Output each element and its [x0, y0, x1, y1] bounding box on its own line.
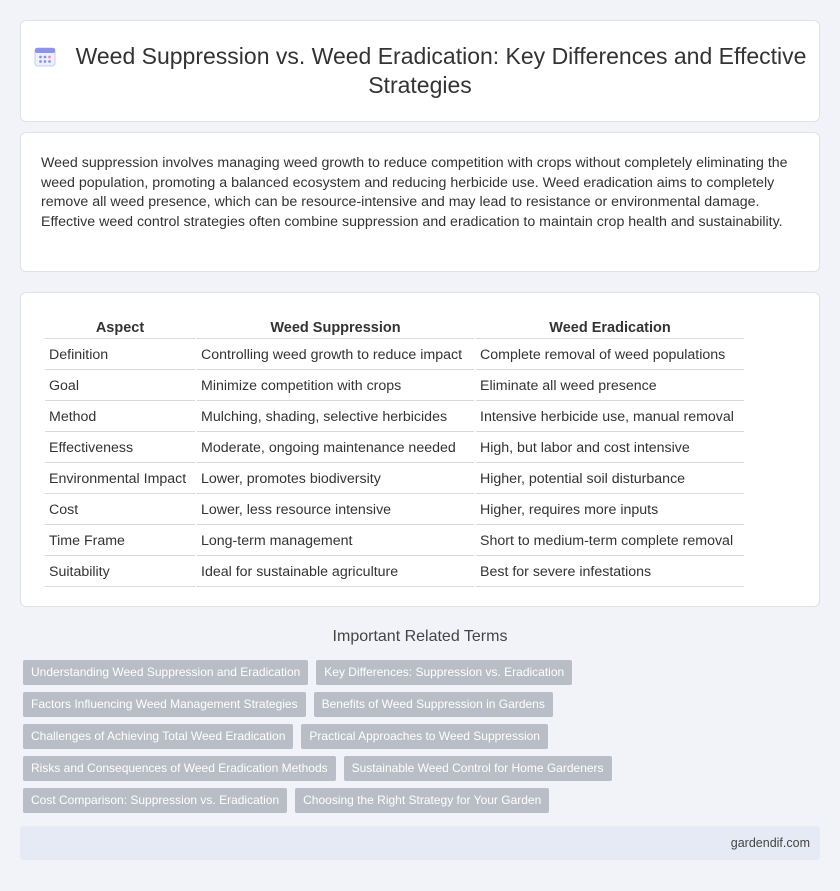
comparison-card	[20, 292, 820, 607]
tag-row	[23, 788, 823, 820]
table-row	[45, 434, 744, 463]
cell-eradication: Intensive herbicide use, manual removal	[476, 403, 744, 432]
table-row	[45, 496, 744, 525]
cell-aspect: Goal	[45, 372, 195, 401]
related-term-link[interactable]: Understanding Weed Suppression and Eradication	[23, 660, 308, 685]
table-header-row	[45, 318, 744, 339]
related-term-link[interactable]: Choosing the Right Strategy for Your Garden	[295, 788, 549, 813]
header-card	[20, 20, 820, 122]
related-term-link[interactable]: Practical Approaches to Weed Suppression	[301, 724, 548, 749]
tag-row	[23, 756, 823, 788]
footer	[20, 826, 820, 860]
cell-aspect: Effectiveness	[45, 434, 195, 463]
related-terms-title: Important Related Terms	[332, 628, 508, 645]
related-term-link[interactable]: Sustainable Weed Control for Home Gardeners	[344, 756, 612, 781]
table-row	[45, 403, 744, 432]
table-row	[45, 527, 744, 556]
tag-row	[23, 660, 823, 692]
cell-aspect: Time Frame	[45, 527, 195, 556]
calendar-icon	[34, 45, 56, 67]
header-suppression: Weed Suppression	[197, 318, 474, 339]
related-term-link[interactable]: Key Differences: Suppression vs. Eradication	[316, 660, 572, 685]
cell-eradication: High, but labor and cost intensive	[476, 434, 744, 463]
cell-aspect: Suitability	[45, 558, 195, 587]
header-eradication: Weed Eradication	[476, 318, 744, 339]
cell-suppression: Lower, less resource intensive	[197, 496, 474, 525]
cell-aspect: Cost	[45, 496, 195, 525]
table-row	[45, 558, 744, 587]
cell-suppression: Controlling weed growth to reduce impact	[197, 341, 474, 370]
table-row	[45, 341, 744, 370]
cell-suppression: Mulching, shading, selective herbicides	[197, 403, 474, 432]
table-row	[45, 372, 744, 401]
tag-row	[23, 724, 823, 756]
footer-site-link[interactable]: gardendif.com	[730, 836, 810, 850]
tag-row	[23, 692, 823, 724]
comparison-table	[43, 316, 746, 589]
table-row	[45, 465, 744, 494]
related-terms-list	[23, 660, 823, 820]
cell-eradication: Best for severe infestations	[476, 558, 744, 587]
related-term-link[interactable]: Risks and Consequences of Weed Eradication Methods	[23, 756, 336, 781]
intro-text: Weed suppression involves managing weed growth to reduce competition with crops without completely eliminating the weed population, promoting a balanced ecosystem and reducing herbicide use. Weed eradication aims to completely remove all weed presence, which can be resource-intensive and may lead to resistance or environmental damage. Effective weed control strategies often combine suppression and eradication to maintain crop health and sustainability.	[41, 155, 788, 230]
cell-aspect: Method	[45, 403, 195, 432]
intro-card	[20, 132, 820, 272]
cell-suppression: Ideal for sustainable agriculture	[197, 558, 474, 587]
page-title: Weed Suppression vs. Weed Eradication: Key Differences and Effective Strategies	[75, 43, 807, 98]
cell-eradication: Higher, potential soil disturbance	[476, 465, 744, 494]
cell-aspect: Environmental Impact	[45, 465, 195, 494]
cell-suppression: Minimize competition with crops	[197, 372, 474, 401]
related-term-link[interactable]: Challenges of Achieving Total Weed Eradication	[23, 724, 293, 749]
cell-aspect: Definition	[45, 341, 195, 370]
cell-eradication: Higher, requires more inputs	[476, 496, 744, 525]
related-term-link[interactable]: Factors Influencing Weed Management Strategies	[23, 692, 306, 717]
page-title-wrap	[21, 42, 819, 100]
cell-eradication: Short to medium-term complete removal	[476, 527, 744, 556]
cell-eradication: Eliminate all weed presence	[476, 372, 744, 401]
related-term-link[interactable]: Cost Comparison: Suppression vs. Eradication	[23, 788, 287, 813]
cell-eradication: Complete removal of weed populations	[476, 341, 744, 370]
related-term-link[interactable]: Benefits of Weed Suppression in Gardens	[314, 692, 553, 717]
cell-suppression: Moderate, ongoing maintenance needed	[197, 434, 474, 463]
header-aspect: Aspect	[45, 318, 195, 339]
cell-suppression: Long-term management	[197, 527, 474, 556]
cell-suppression: Lower, promotes biodiversity	[197, 465, 474, 494]
